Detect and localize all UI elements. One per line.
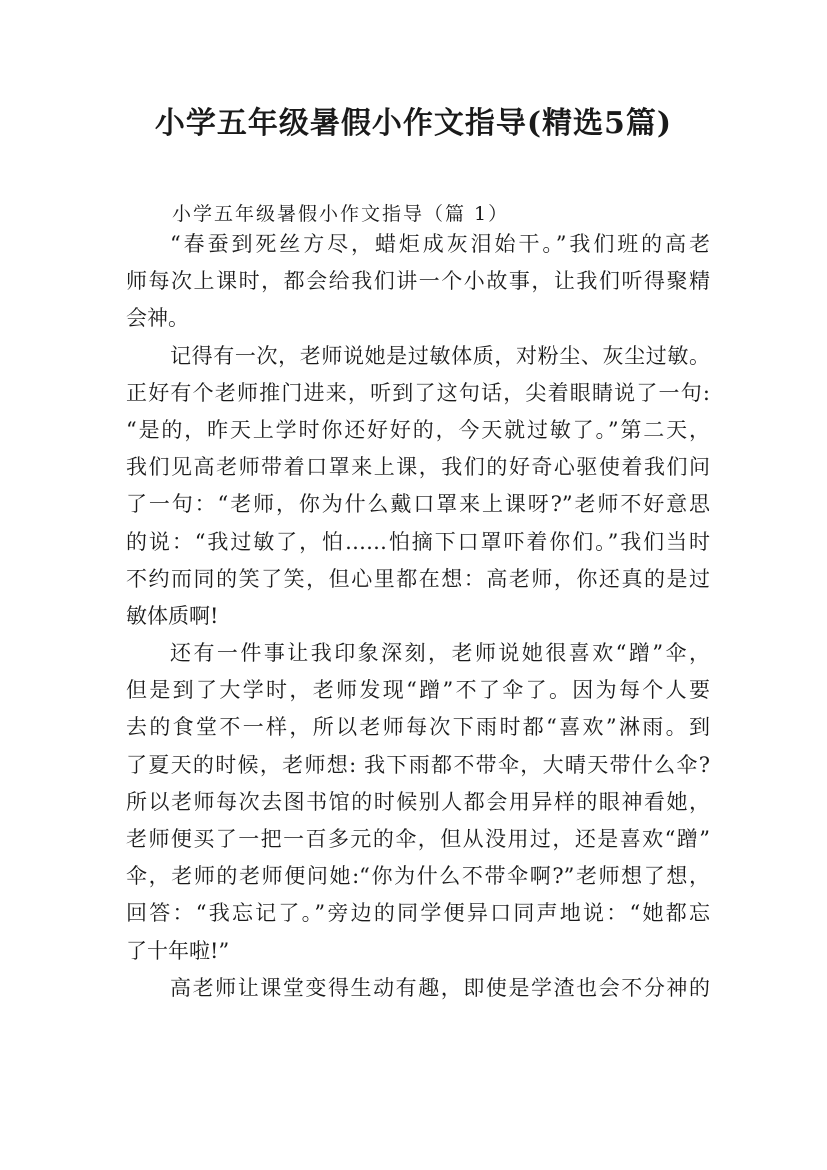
text-line: 正好有个老师推门进来，听到了这句话，尖着眼睛说了一句: [126, 380, 710, 405]
document-body [126, 226, 710, 1007]
text-line: “是的，昨天上学时你还好好的，今天就过敏了。”第二天， [126, 417, 710, 442]
document-title: 小学五年级暑假小作文指导(精选5篇) [154, 106, 673, 141]
text-line: 高老师让课堂变得生动有趣，即使是学渣也会不分神的 [170, 975, 710, 1000]
text-line: 但是到了大学时，老师发现“蹭”不了伞了。因为每个人要 [126, 678, 710, 703]
text-line: 老师便买了一把一百多元的伞，但从没用过，还是喜欢“蹭” [126, 827, 710, 851]
text-line: 师每次上课时，都会给我们讲一个小故事，让我们听得聚精 [126, 269, 710, 294]
text-line: 回答：“我忘记了。”旁边的同学便异口同声地说：“她都忘 [126, 901, 710, 926]
text-line: 敏体质啊! [126, 603, 219, 628]
text-line: 伞，老师的老师便问她:“你为什么不带伞啊?”老师想了想， [126, 864, 710, 889]
text-line: 记得有一次，老师说她是过敏体质，对粉尘、灰尘过敏。 [170, 343, 710, 368]
text-line: 了十年啦!” [126, 938, 230, 963]
text-line: “春蚕到死丝方尽，蜡炬成灰泪始干。”我们班的高老 [170, 232, 710, 256]
text-line: 不约而同的笑了笑，但心里都在想：高老师，你还真的是过 [126, 566, 710, 591]
text-line: 还有一件事让我印象深刻，老师说她很喜欢“蹭”伞， [170, 641, 710, 666]
text-line: 所以老师每次去图书馆的时候别人都会用异样的眼神看她， [126, 789, 710, 814]
section-heading: 小学五年级暑假小作文指导（篇 1） [172, 203, 510, 225]
text-line: 了夏天的时候，老师想: 我下雨都不带伞，大晴天带什么伞? [126, 752, 710, 777]
text-line: 我们见高老师带着口罩来上课，我们的好奇心驱使着我们问 [126, 455, 710, 480]
text-line: 会神。 [126, 306, 189, 331]
text-line: 去的食堂不一样，所以老师每次下雨时都“喜欢”淋雨。到 [126, 715, 710, 740]
text-line: 的说：“我过敏了，怕……怕摘下口罩吓着你们。”我们当时 [126, 529, 710, 554]
text-line: 了一句：“老师，你为什么戴口罩来上课呀?”老师不好意思 [126, 492, 710, 517]
